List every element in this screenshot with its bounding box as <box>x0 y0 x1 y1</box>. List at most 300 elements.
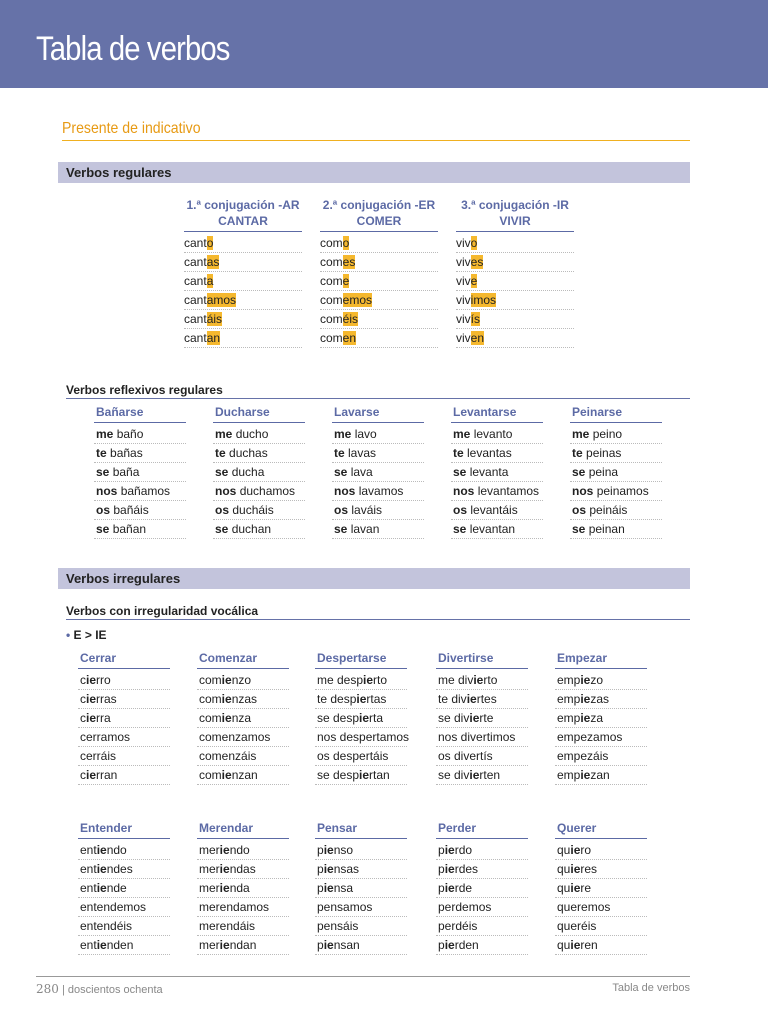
pronoun: se <box>96 465 110 479</box>
conjugation-row <box>456 329 574 348</box>
conjugation-title: 1.ª conjugación -AR <box>186 198 300 212</box>
irregular-vowel: ie <box>86 711 97 725</box>
conjugation-row <box>197 898 289 917</box>
irregulares-divider <box>66 619 690 620</box>
verb-part: me desp <box>317 673 364 687</box>
section-title: Presente de indicativo <box>62 120 690 141</box>
verb-part: emp <box>557 711 581 725</box>
verb-part: emp <box>557 673 581 687</box>
verb-part: empezáis <box>557 749 609 763</box>
irregular-vowel: ie <box>570 938 581 952</box>
verb-part: rdes <box>454 862 479 876</box>
verb-part: nzo <box>231 673 252 687</box>
verb-header: Perder <box>436 821 528 839</box>
irregular-column <box>555 651 647 785</box>
verb-part: se desp <box>317 768 360 782</box>
conjugation-row <box>78 917 170 936</box>
verb-part: za <box>590 711 604 725</box>
verb-part: nsas <box>333 862 360 876</box>
conjugation-row <box>315 709 407 728</box>
irregular-vowel: ie <box>444 843 455 857</box>
conjugation-list <box>456 234 574 348</box>
verb-part: nsa <box>333 881 354 895</box>
conjugation-row <box>436 841 528 860</box>
conjugation-row <box>456 310 574 329</box>
conjugation-row <box>213 520 305 539</box>
verb-form: bañáis <box>113 503 149 517</box>
irregular-vowel: ie <box>219 862 230 876</box>
verb-form: baño <box>116 427 144 441</box>
conjugation-title: 2.ª conjugación -ER <box>322 198 436 212</box>
pronoun: nos <box>572 484 594 498</box>
conjugation-row <box>332 425 424 444</box>
pronoun: se <box>334 465 348 479</box>
irregular-column <box>78 651 170 785</box>
verb-header: Bañarse <box>94 405 186 423</box>
page-banner <box>0 0 768 88</box>
verb-part: rto <box>483 673 498 687</box>
verb-form: levantamos <box>477 484 540 498</box>
pronoun: me <box>453 427 471 441</box>
verb-part: ent <box>80 862 97 876</box>
verb-form: duchamos <box>239 484 296 498</box>
conjugation-row <box>451 463 543 482</box>
verb-ending: amos <box>206 293 237 307</box>
irregular-vowel: ie <box>323 881 334 895</box>
verb-form: levantan <box>469 522 516 536</box>
verb-ending: as <box>206 255 220 269</box>
pronoun: te <box>334 446 345 460</box>
conjugation-row <box>94 520 186 539</box>
pronoun: te <box>453 446 464 460</box>
conjugation-row <box>570 463 662 482</box>
verb-form: lava <box>350 465 373 479</box>
verb-part: cerráis <box>80 749 117 763</box>
conjugation-row <box>332 501 424 520</box>
irregular-vowel: ie <box>466 692 477 706</box>
verb-part: rtas <box>366 692 387 706</box>
conjugation-row <box>456 291 574 310</box>
irregular-column <box>197 821 289 955</box>
verb-ending: a <box>206 274 214 288</box>
conjugation-row <box>320 329 438 348</box>
header-divider <box>320 231 438 232</box>
verb-part: pensamos <box>317 900 373 914</box>
verb-part: queremos <box>557 900 611 914</box>
conjugation-row <box>78 879 170 898</box>
conjugation-row <box>94 425 186 444</box>
verb-ending: imos <box>470 293 497 307</box>
verb-part: rto <box>373 673 388 687</box>
verb-form: bañamos <box>120 484 171 498</box>
verb-part: com <box>199 768 222 782</box>
conjugation-row <box>451 425 543 444</box>
infinitive: COMER <box>356 214 402 228</box>
verb-part: com <box>199 673 222 687</box>
verb-part: qu <box>557 862 571 876</box>
verb-part: p <box>438 938 445 952</box>
conjugation-row <box>197 728 289 747</box>
verb-part: comenzáis <box>199 749 257 763</box>
verb-form: peinas <box>586 446 622 460</box>
pronoun: se <box>453 465 467 479</box>
verb-part: mer <box>199 938 220 952</box>
verb-stem: com <box>320 312 343 326</box>
verb-stem: viv <box>456 293 471 307</box>
verb-stem: cant <box>184 331 207 345</box>
verb-part: c <box>80 711 86 725</box>
verb-part: rras <box>96 692 117 706</box>
verb-form: levantas <box>467 446 512 460</box>
verb-header: Ducharse <box>213 405 305 423</box>
conjugation-row <box>555 936 647 955</box>
verb-stem: cant <box>184 293 207 307</box>
verb-form: duchas <box>229 446 268 460</box>
verb-part: qu <box>557 843 571 857</box>
regular-column <box>456 197 574 348</box>
conjugation-row <box>456 253 574 272</box>
conjugation-row <box>436 936 528 955</box>
verb-part: nde <box>106 881 127 895</box>
irregular-vowel: ie <box>580 673 591 687</box>
pronoun: te <box>572 446 583 460</box>
verb-part: merendáis <box>199 919 256 933</box>
conjugation-row <box>436 917 528 936</box>
verb-part: ent <box>80 938 97 952</box>
verb-form: laváis <box>351 503 383 517</box>
footer-page <box>36 982 163 996</box>
reflexive-column <box>213 405 305 539</box>
irregular-vowel: ie <box>86 692 97 706</box>
irregular-vowel: ie <box>580 692 591 706</box>
conjugation-row <box>184 291 302 310</box>
conjugation-row <box>315 879 407 898</box>
irregular-vowel: ie <box>221 692 232 706</box>
irregular-vowel: ie <box>570 881 581 895</box>
conjugation-row <box>555 728 647 747</box>
pronoun: os <box>215 503 230 517</box>
conjugation-row <box>570 425 662 444</box>
verb-part: emp <box>557 692 581 706</box>
column-header <box>184 197 302 229</box>
conjugation-list <box>436 841 528 955</box>
verb-part: rtes <box>476 692 497 706</box>
conjugation-list <box>555 841 647 955</box>
verb-part: ent <box>80 881 97 895</box>
verb-part: me div <box>438 673 474 687</box>
verb-part: os despertáis <box>317 749 389 763</box>
verb-part: ndo <box>106 843 127 857</box>
verb-part: c <box>80 768 86 782</box>
conjugation-row <box>213 482 305 501</box>
irregular-column <box>555 821 647 955</box>
verb-ending: o <box>342 236 350 250</box>
verb-part: te desp <box>317 692 357 706</box>
page-number: 280 <box>36 982 59 996</box>
verb-part: ndan <box>229 938 257 952</box>
pronoun: se <box>215 522 229 536</box>
conjugation-list <box>94 425 186 539</box>
conjugation-row <box>436 766 528 785</box>
verb-ending: en <box>342 331 357 345</box>
conjugation-row <box>213 501 305 520</box>
pronoun: os <box>96 503 111 517</box>
irregular-vowel: ie <box>356 692 367 706</box>
verb-part: os divertís <box>438 749 493 763</box>
verb-form: bañan <box>112 522 147 536</box>
pronoun: se <box>453 522 467 536</box>
verb-ending: éis <box>342 312 359 326</box>
pronoun: me <box>334 427 352 441</box>
irregular-vowel: ie <box>96 938 107 952</box>
verb-header: Divertirse <box>436 651 528 669</box>
bullet-label: E > IE <box>73 628 107 642</box>
irregular-vowel: ie <box>219 938 230 952</box>
irregular-vowel: ie <box>219 881 230 895</box>
conjugation-row <box>320 234 438 253</box>
verb-part: rte <box>479 711 494 725</box>
conjugation-row <box>315 917 407 936</box>
verb-form: baña <box>112 465 140 479</box>
verb-part: rtan <box>369 768 390 782</box>
conjugation-row <box>555 709 647 728</box>
conjugation-row <box>94 482 186 501</box>
conjugation-row <box>94 444 186 463</box>
verb-form: peinamos <box>596 484 649 498</box>
conjugation-row <box>315 766 407 785</box>
verb-header: Comenzar <box>197 651 289 669</box>
conjugation-list <box>436 671 528 785</box>
conjugation-row <box>451 501 543 520</box>
verb-part: nos divertimos <box>438 730 516 744</box>
irregular-vowel: ie <box>96 862 107 876</box>
conjugation-row <box>184 272 302 291</box>
verb-part: p <box>438 843 445 857</box>
footer-divider <box>36 976 690 977</box>
verb-header: Levantarse <box>451 405 543 423</box>
irregular-vowel: ie <box>323 938 334 952</box>
pronoun: os <box>572 503 587 517</box>
conjugation-row <box>436 709 528 728</box>
conjugation-row <box>555 879 647 898</box>
pronoun: me <box>572 427 590 441</box>
conjugation-row <box>197 860 289 879</box>
pronoun: nos <box>334 484 356 498</box>
verb-part: nza <box>231 711 252 725</box>
conjugation-row <box>78 766 170 785</box>
verb-ending: e <box>342 274 350 288</box>
verb-part: p <box>438 881 445 895</box>
conjugation-row <box>315 860 407 879</box>
conjugation-row <box>213 425 305 444</box>
verb-part: ndo <box>229 843 250 857</box>
verb-part: rra <box>96 711 111 725</box>
verb-part: rde <box>454 881 473 895</box>
pronoun: se <box>572 522 586 536</box>
verb-part: p <box>317 862 324 876</box>
regular-column <box>320 197 438 348</box>
verb-part: mer <box>199 843 220 857</box>
verb-part: pensáis <box>317 919 359 933</box>
verb-header: Entender <box>78 821 170 839</box>
conjugation-row <box>78 709 170 728</box>
irregular-vowel: ie <box>323 862 334 876</box>
reflexive-column <box>570 405 662 539</box>
irregular-vowel: ie <box>219 843 230 857</box>
verb-stem: cant <box>184 274 207 288</box>
verb-stem: viv <box>456 274 471 288</box>
page-title: Tabla de verbos <box>36 30 230 68</box>
verb-form: ducha <box>231 465 265 479</box>
irregular-vowel: ie <box>469 768 480 782</box>
verb-form: levanta <box>469 465 509 479</box>
verb-stem: viv <box>456 236 471 250</box>
page-number-words: doscientos ochenta <box>67 984 163 996</box>
verb-ending: en <box>470 331 485 345</box>
verb-stem: com <box>320 255 343 269</box>
bullet-e-ie <box>66 628 107 642</box>
verb-part: comenzamos <box>199 730 271 744</box>
verb-header: Despertarse <box>315 651 407 669</box>
verb-form: levanto <box>473 427 513 441</box>
conjugation-row <box>197 841 289 860</box>
verb-part: nso <box>333 843 354 857</box>
verb-stem: cant <box>184 236 207 250</box>
conjugation-row <box>78 728 170 747</box>
verb-stem: viv <box>456 331 471 345</box>
conjugation-list <box>332 425 424 539</box>
conjugation-row <box>184 329 302 348</box>
irregular-column <box>315 651 410 785</box>
verb-part: cerramos <box>80 730 131 744</box>
verb-form: peináis <box>589 503 628 517</box>
conjugation-row <box>184 234 302 253</box>
verb-part: nden <box>106 938 134 952</box>
irregular-vowel: ie <box>469 711 480 725</box>
irregular-vowel: ie <box>570 843 581 857</box>
verb-header: Pensar <box>315 821 407 839</box>
conjugation-row <box>436 879 528 898</box>
pronoun: nos <box>96 484 118 498</box>
irregular-vowel: ie <box>86 673 97 687</box>
verb-part: entendemos <box>80 900 147 914</box>
conjugation-row <box>456 234 574 253</box>
verb-stem: cant <box>184 312 207 326</box>
irregular-vowel: ie <box>444 862 455 876</box>
irregular-vowel: ie <box>359 711 370 725</box>
irregular-vowel: ie <box>221 768 232 782</box>
verb-part: nsan <box>333 938 360 952</box>
verb-part: p <box>317 881 324 895</box>
header-divider <box>184 231 302 232</box>
pronoun: se <box>572 465 586 479</box>
verb-part: mer <box>199 881 220 895</box>
conjugation-row <box>197 879 289 898</box>
irregular-vowel: ie <box>359 768 370 782</box>
verb-form: ducháis <box>232 503 274 517</box>
verb-header: Peinarse <box>570 405 662 423</box>
conjugation-row <box>197 936 289 955</box>
conjugation-row <box>570 444 662 463</box>
conjugation-row <box>451 444 543 463</box>
column-header <box>456 197 574 229</box>
conjugation-list <box>320 234 438 348</box>
verb-part: ro <box>580 843 592 857</box>
irregulares-bar: Verbos irregulares <box>58 568 690 589</box>
reflexivos-divider <box>66 398 690 399</box>
verb-ending: es <box>342 255 356 269</box>
conjugation-row <box>94 501 186 520</box>
irregular-column <box>197 651 289 785</box>
footer-title: Tabla de verbos <box>612 982 690 994</box>
irregular-vowel: ie <box>323 843 334 857</box>
regulares-bar: Verbos regulares <box>58 162 690 183</box>
verb-part: re <box>580 881 592 895</box>
conjugation-row <box>78 936 170 955</box>
verb-stem: viv <box>456 255 471 269</box>
verb-part: com <box>199 711 222 725</box>
verb-stem: com <box>320 236 343 250</box>
verb-part: ndes <box>106 862 133 876</box>
conjugation-row <box>197 766 289 785</box>
conjugation-list <box>451 425 543 539</box>
irregular-column <box>78 821 170 955</box>
irregular-vowel: ie <box>580 768 591 782</box>
verb-form: bañas <box>110 446 143 460</box>
verb-part: qu <box>557 938 571 952</box>
conjugation-row <box>555 671 647 690</box>
conjugation-row <box>555 766 647 785</box>
conjugation-row <box>197 747 289 766</box>
conjugation-title: 3.ª conjugación -IR <box>461 198 569 212</box>
footer-separator: | <box>61 984 65 996</box>
verb-form: duchan <box>231 522 272 536</box>
verb-header: Merendar <box>197 821 289 839</box>
reflexive-column <box>94 405 186 539</box>
verb-form: peino <box>592 427 623 441</box>
conjugation-row <box>570 482 662 501</box>
conjugation-list <box>197 841 289 955</box>
verb-header: Lavarse <box>332 405 424 423</box>
verb-part: nzas <box>231 692 258 706</box>
conjugation-row <box>197 709 289 728</box>
conjugation-row <box>451 520 543 539</box>
verb-part: merendamos <box>199 900 270 914</box>
conjugation-row <box>332 463 424 482</box>
pronoun: me <box>215 427 233 441</box>
conjugation-row <box>570 520 662 539</box>
conjugation-row <box>184 253 302 272</box>
verb-stem: viv <box>456 312 471 326</box>
verb-ending: ís <box>470 312 481 326</box>
verb-part: c <box>80 673 86 687</box>
reflexive-column <box>332 405 424 539</box>
conjugation-list <box>184 234 302 348</box>
conjugation-list <box>555 671 647 785</box>
verb-part: emp <box>557 768 581 782</box>
verb-part: se div <box>438 768 470 782</box>
irregular-vowel: ie <box>444 881 455 895</box>
header-divider <box>456 231 574 232</box>
conjugation-row <box>332 482 424 501</box>
verb-ending: o <box>206 236 214 250</box>
irregular-vowel: ie <box>86 768 97 782</box>
verb-form: ducho <box>235 427 269 441</box>
verb-part: nos despertamos <box>317 730 410 744</box>
pronoun: se <box>215 465 229 479</box>
conjugation-row <box>78 690 170 709</box>
conjugation-row <box>436 690 528 709</box>
